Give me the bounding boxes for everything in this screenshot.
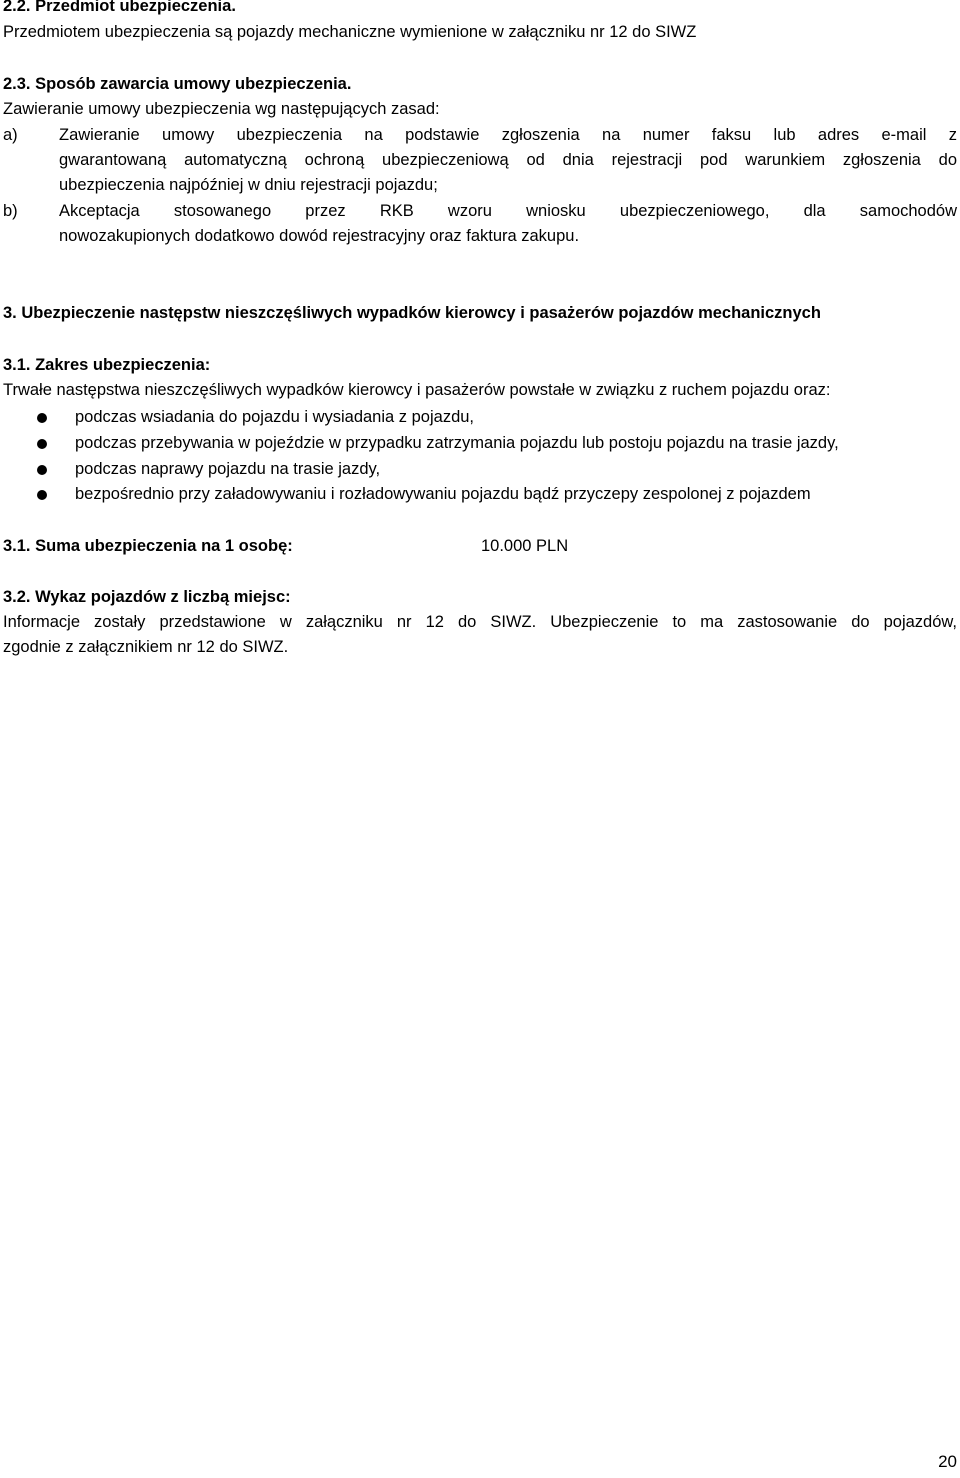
page-number: 20 (938, 1451, 957, 1471)
list-item-a-line-2: gwarantowaną automatyczną ochroną ubezpieczeniową od dnia rejestracji pod warunkiem zgłoszenia do (59, 151, 957, 169)
bullet-item (3, 457, 957, 483)
list-item-a-line-3: ubezpieczenia najpóźniej w dniu rejestracji pojazdu; (59, 176, 438, 194)
bullet-text: bezpośrednio przy załadowywaniu i rozładowywaniu pojazdu bądź przyczepy zespolonej z pojazdem (75, 485, 811, 503)
section-3-2-heading: 3.2. Wykaz pojazdów z liczbą miejsc: (3, 588, 291, 606)
bullet-text: podczas naprawy pojazdu na trasie jazdy, (75, 460, 381, 478)
section-3-1-intro: Trwałe następstwa nieszczęśliwych wypadków kierowcy i pasażerów powstałe w związku z ruchem pojazdu oraz: (3, 381, 831, 399)
list-marker-a: a) (3, 126, 18, 144)
bullet-icon (37, 413, 47, 423)
section-3-2-line-2: zgodnie z załącznikiem nr 12 do SIWZ. (3, 638, 289, 656)
bullet-item (3, 482, 957, 508)
list-item-a-line-1: Zawieranie umowy ubezpieczenia na podstawie zgłoszenia na numer faksu lub adres e-mail z (59, 126, 957, 144)
bullet-text: podczas przebywania w pojeździe w przypadku zatrzymania pojazdu lub postoju pojazdu na trasie jazdy, (75, 434, 839, 452)
list-marker-b: b) (3, 202, 18, 220)
section-2-2-text: Przedmiotem ubezpieczenia są pojazdy mechaniczne wymienione w załączniku nr 12 do SIWZ (3, 23, 697, 41)
insurance-sum-label: 3.1. Suma ubezpieczenia na 1 osobę: (3, 537, 293, 555)
bullet-icon (37, 465, 47, 475)
section-3-heading: 3. Ubezpieczenie następstw nieszczęśliwych wypadków kierowcy i pasażerów pojazdów mechanicznych (3, 304, 821, 322)
list-item-b-line-2: nowozakupionych dodatkowo dowód rejestracyjny oraz faktura zakupu. (59, 227, 580, 245)
section-2-3-heading: 2.3. Sposób zawarcia umowy ubezpieczenia. (3, 75, 352, 93)
insurance-sum-row (3, 534, 957, 560)
list-item-b (0, 199, 960, 251)
section-3-1-heading: 3.1. Zakres ubezpieczenia: (3, 356, 211, 374)
bullet-item (3, 405, 957, 431)
bullet-item (3, 431, 957, 457)
bullet-icon (37, 490, 47, 500)
list-item-a (0, 123, 960, 199)
insurance-sum-amount: 10.000 PLN (481, 537, 569, 555)
bullet-text: podczas wsiadania do pojazdu i wysiadania z pojazdu, (75, 408, 475, 426)
list-item-b-line-1: Akceptacja stosowanego przez RKB wzoru wniosku ubezpieczeniowego, dla samochodów (59, 202, 957, 220)
section-2-3-intro: Zawieranie umowy ubezpieczenia wg następujących zasad: (3, 100, 440, 118)
section-2-2-heading: 2.2. Przedmiot ubezpieczenia. (3, 0, 236, 15)
bullet-icon (37, 439, 47, 449)
section-3-2-line-1: Informacje zostały przedstawione w załączniku nr 12 do SIWZ. Ubezpieczenie to ma zastosowanie do pojazdów, (3, 613, 957, 631)
